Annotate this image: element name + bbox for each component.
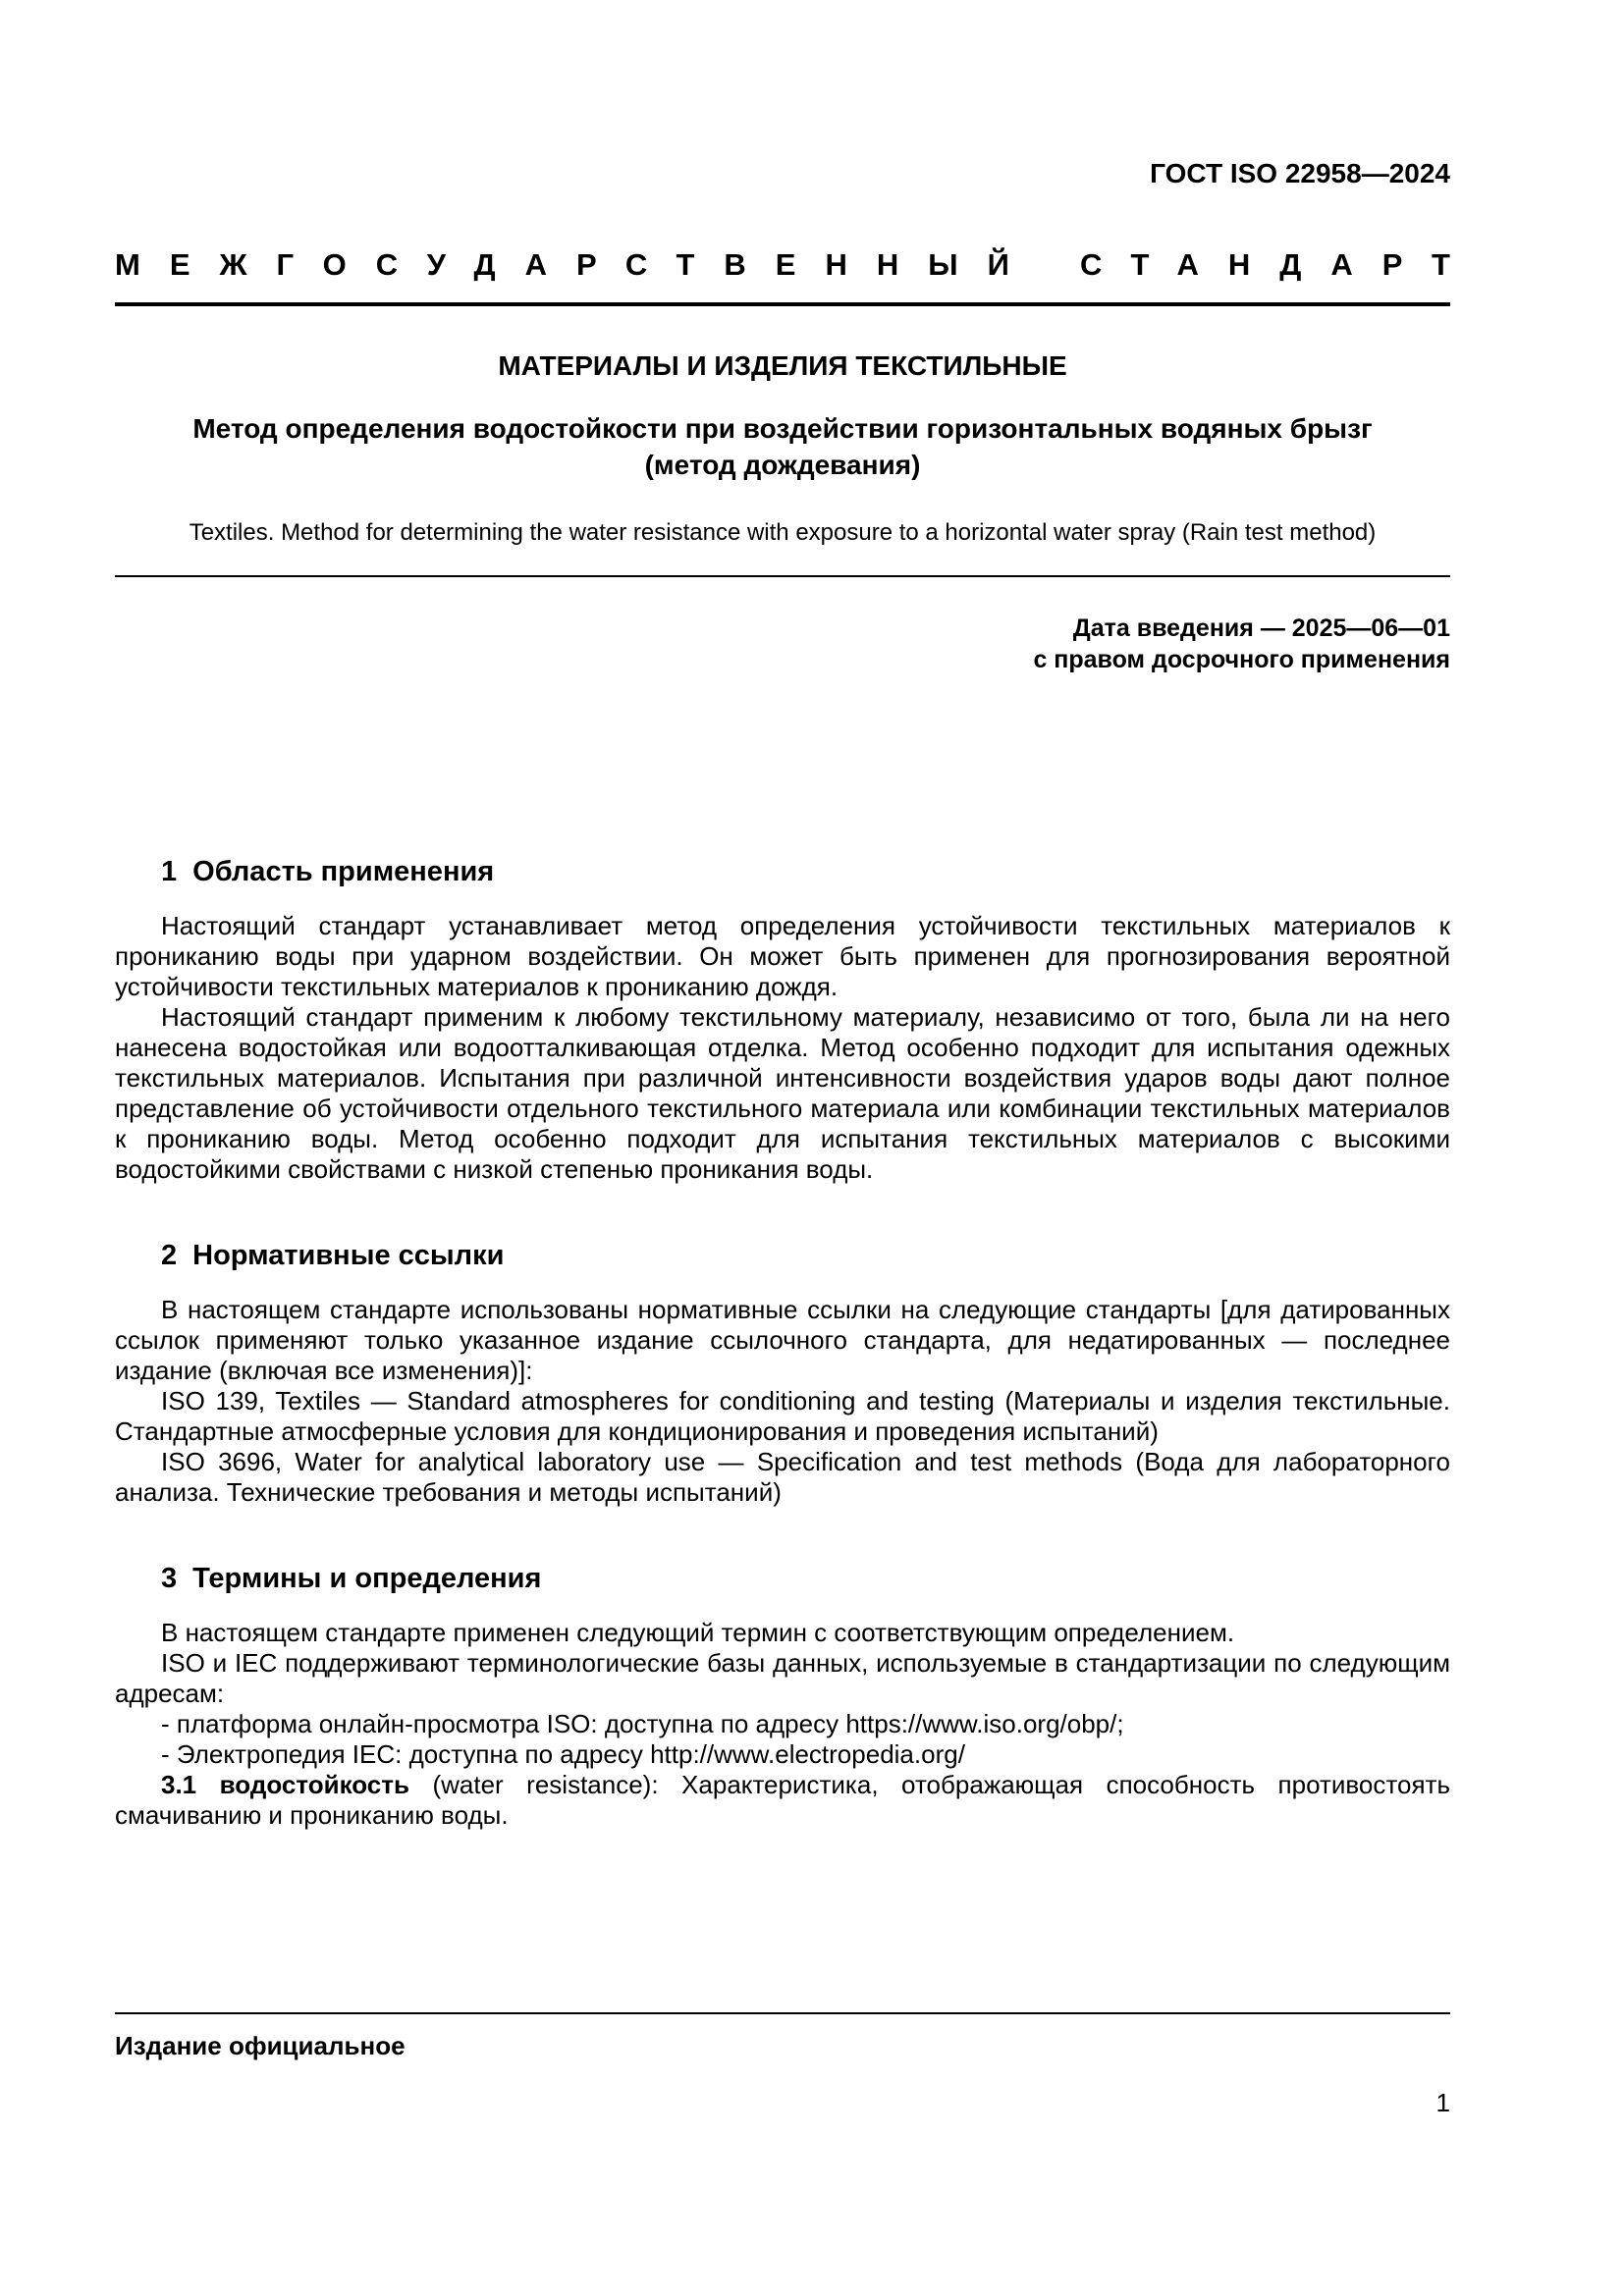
document-content (115, 0, 1480, 1831)
doc-code: ГОСТ ISO 22958—2024 (1150, 158, 1450, 188)
section-title: Нормативные ссылки (192, 1240, 505, 1271)
paragraph: В настоящем стандарте применен следующий термин с соответствующим определением. (161, 1618, 1235, 1647)
document-subject: МАТЕРИАЛЫ И ИЗДЕЛИЯ ТЕКСТИЛЬНЫЕ (498, 350, 1067, 381)
section-number: 1 (161, 856, 178, 887)
section-number: 2 (161, 1240, 178, 1271)
document-title-ru-line1: Метод определения водостойкости при воздействии горизонтальных водяных брызг (192, 413, 1373, 444)
term-definition-text: (water resistance): Характеристика, отображающая способность противостоять смачиванию и прониканию воды. (115, 1770, 1450, 1830)
section-heading (115, 1238, 1450, 1273)
section-normative-references (115, 1238, 1450, 1508)
paragraph: Настоящий стандарт устанавливает метод определения устойчивости текстильных материалов к прониканию воды при ударном воздействии. Он может быть применен для прогнозирования вероятной устойчивости текстильных материалов к прониканию дождя. (115, 911, 1450, 1001)
section-terms-definitions (115, 1561, 1450, 1831)
term-definition (115, 1770, 1450, 1831)
section-heading (115, 854, 1450, 889)
effective-date-note: с правом досрочного применения (1033, 646, 1450, 673)
title-separator-rule (115, 575, 1450, 577)
standard-type-word2: СТАНДАРТ (1079, 247, 1480, 282)
list-item-iso-obp: - платформа онлайн-просмотра ISO: доступна по адресу https://www.iso.org/obp/; (161, 1709, 1124, 1738)
section-scope (115, 854, 1450, 1185)
page-number: 1 (1435, 2088, 1450, 2117)
effective-date-block (115, 613, 1450, 675)
standard-type-heading (115, 247, 1480, 283)
section-number: 3 (161, 1563, 178, 1594)
section-title: Область применения (192, 856, 495, 887)
document-title-en: Textiles. Method for determining the water resistance with exposure to a horizontal water spray (Rain test method) (189, 519, 1377, 546)
effective-date: Дата введения — 2025—06—01 (1072, 614, 1450, 642)
document-title-ru-line2: (метод дождевания) (644, 450, 921, 480)
footer-rule (115, 2012, 1450, 2014)
edition-note: Издание официальное (115, 2031, 406, 2060)
paragraph: ISO и IEC поддерживают терминологические базы данных, используемые в стандартизации по следующим адресам: (115, 1648, 1450, 1708)
term-number-and-word: 3.1 водостойкость (161, 1770, 409, 1799)
list-item-electropedia: - Электропедия IEC: доступна по адресу http://www.electropedia.org/ (161, 1739, 965, 1769)
standard-type-word1: МЕЖГОСУДАРСТВЕННЫЙ (115, 247, 1039, 282)
section-heading (115, 1561, 1450, 1596)
section-title: Термины и определения (192, 1563, 542, 1594)
header-rule (115, 302, 1450, 306)
reference-iso-139: ISO 139, Textiles — Standard atmospheres for conditioning and testing (Материалы и изделия текстильные. Стандартные атмосферные условия для кондиционирования и проведения испытаний) (115, 1386, 1450, 1446)
reference-iso-3696: ISO 3696, Water for analytical laboratory use — Specification and test methods (Вода для лабораторного анализа. Технические требования и методы испытаний) (115, 1447, 1450, 1507)
paragraph: Настоящий стандарт применим к любому текстильному материалу, независимо от того, была ли на него нанесена водостойкая или водоотталкивающая отделка. Метод особенно подходит для испытания одежных текстильных материалов. Испытания при различной интенсивности воздействия ударов воды дают полное представление об устойчивости отдельного текстильного материала или комбинации текстильных материалов к прониканию воды. Метод особенно подходит для испытания текстильных материалов с высокими водостойкими свойствами с низкой степенью проникания воды. (115, 1002, 1450, 1184)
document-title-ru (115, 410, 1450, 483)
paragraph: В настоящем стандарте использованы нормативные ссылки на следующие стандарты [для датированных ссылок применяют только указанное издание ссылочного стандарта, для недатированных — последнее издание (включая все изменения)]: (115, 1295, 1450, 1385)
